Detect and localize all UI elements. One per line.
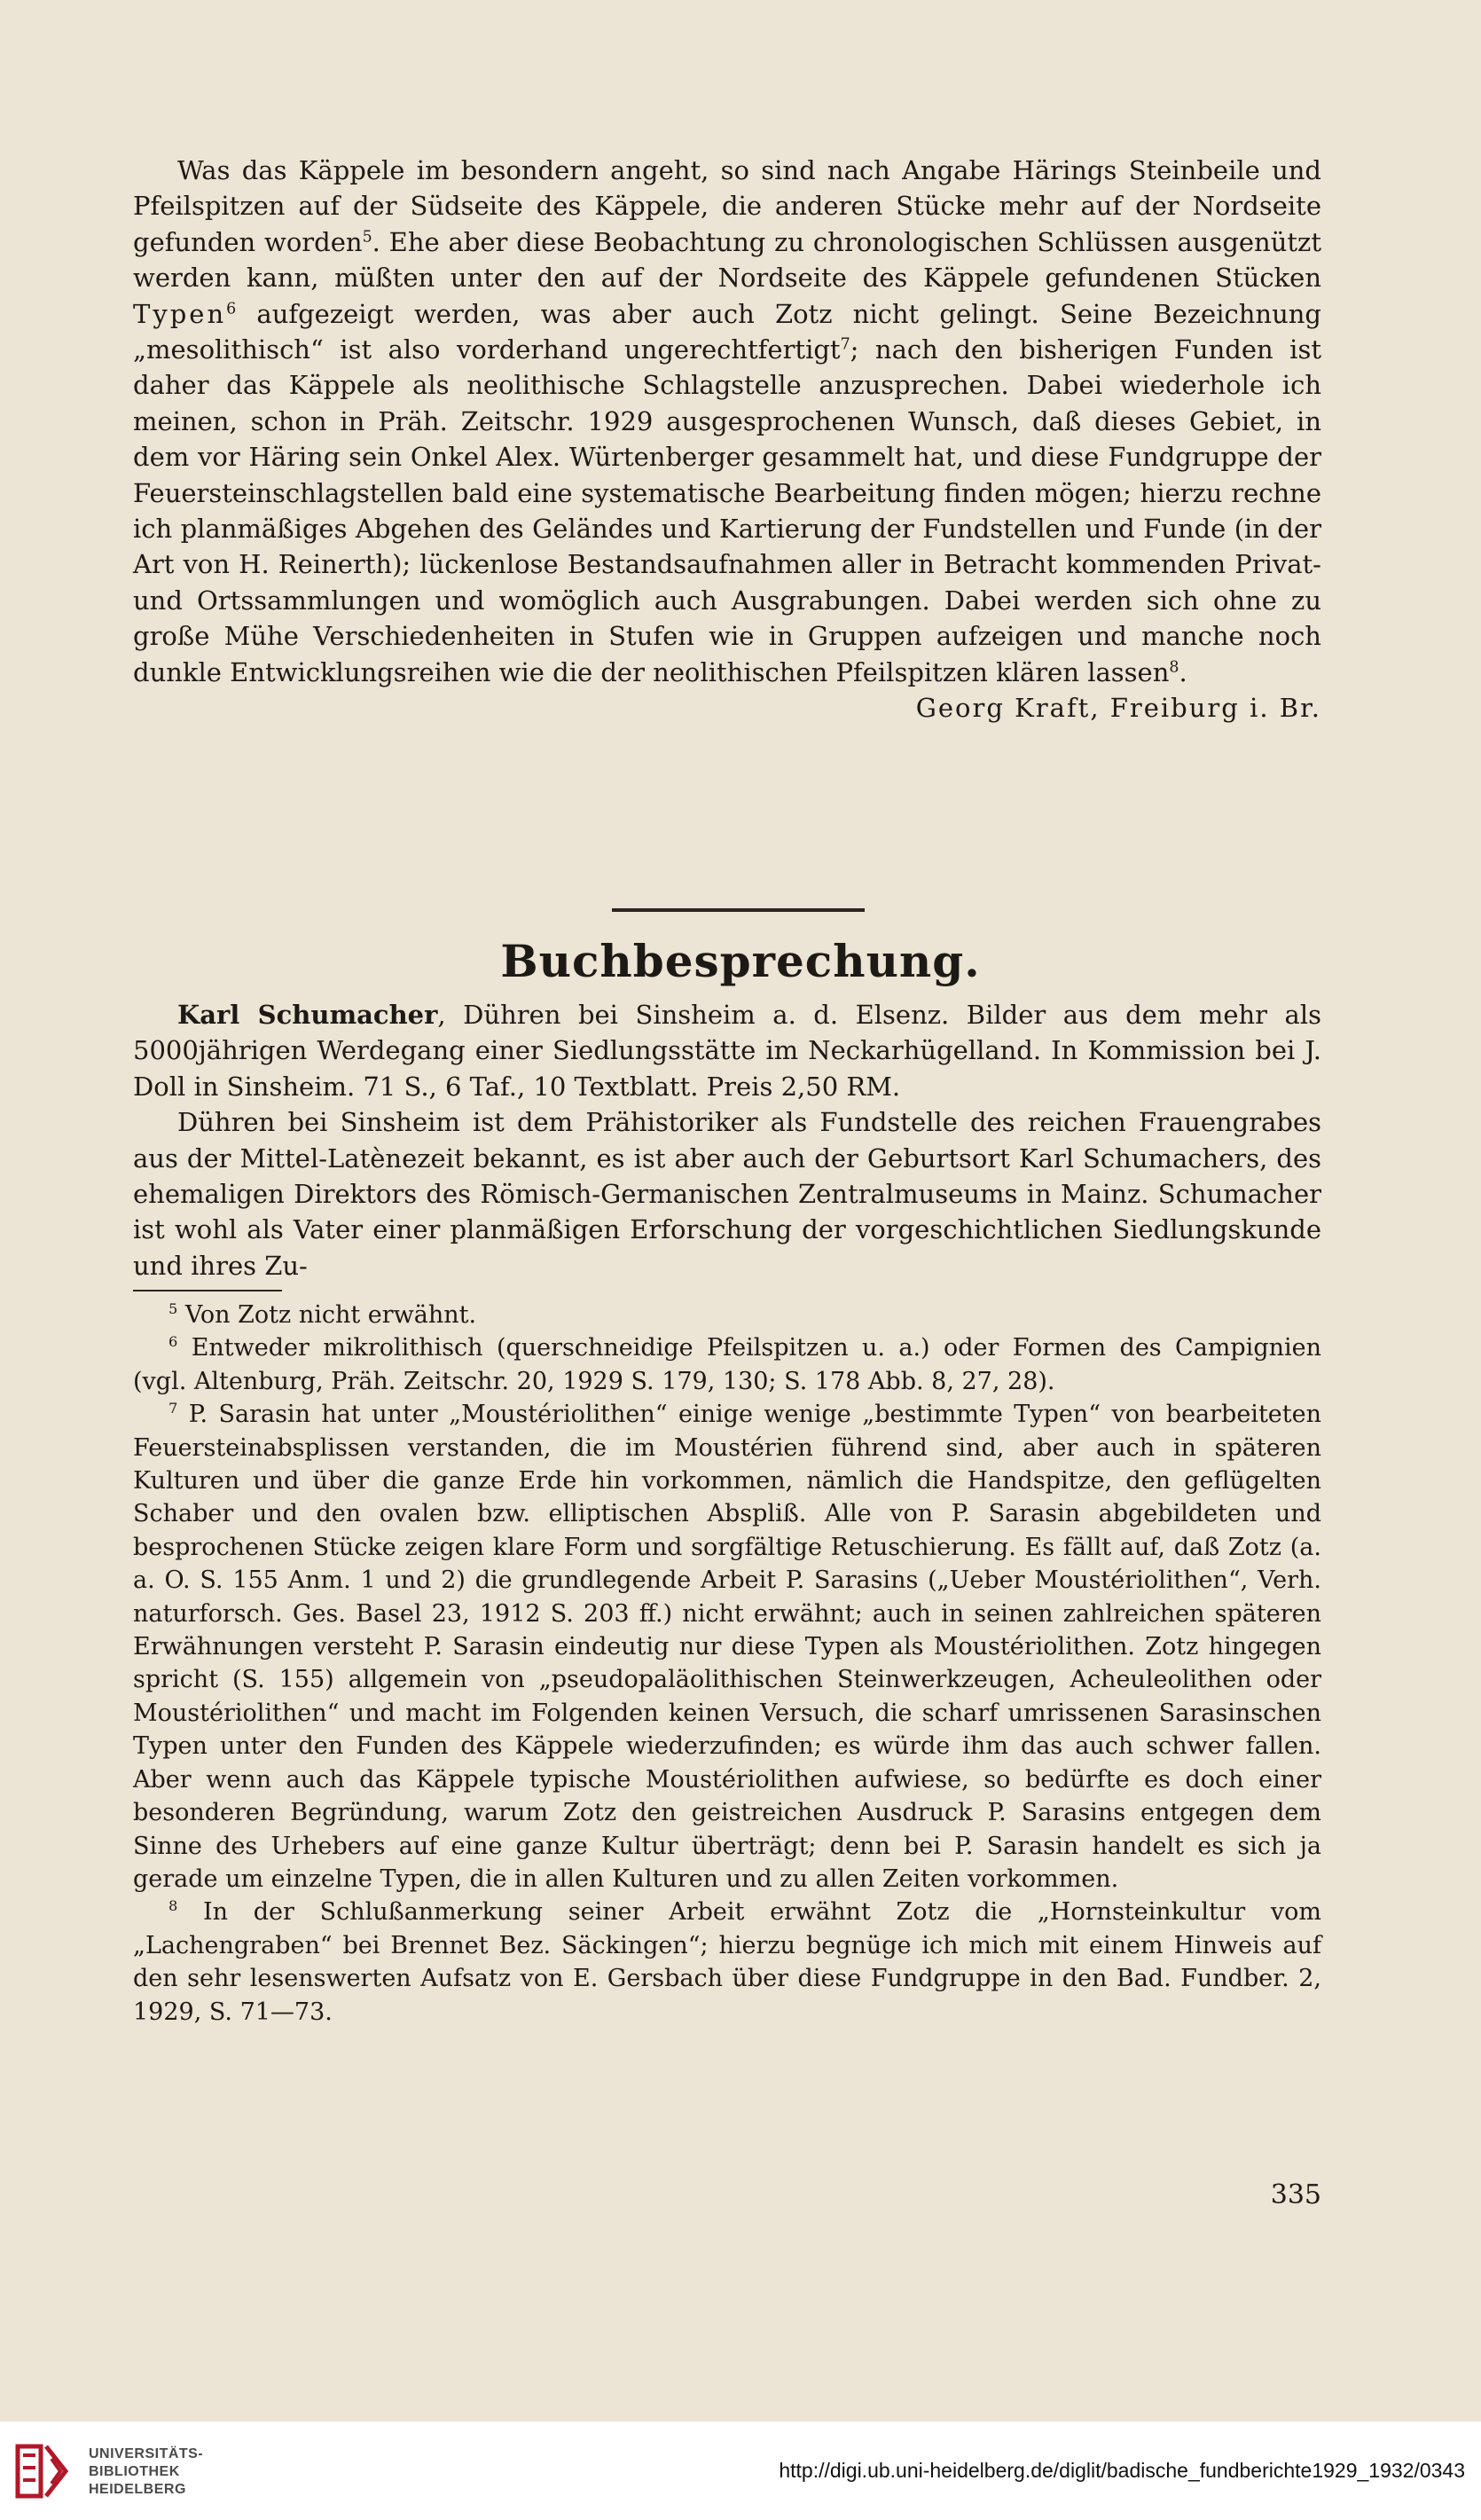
footnote: $^7$ P. Sarasin hat unter „Moustériolithen“ einige wenige „bestimmte Typen“ von bearbeiteten Feuersteinabsplissen verstanden, die im Moustérien führend sind, aber auch in späteren Kulturen und über die ganze Erde hin vorkommen, nämlich die Handspitze, den geflügelten Schaber und den ovalen bzw. elliptischen Abspliß. Alle von P. Sarasin abgebildeten und besprochenen Stücke zeigen klare Form und sorgfältige Retuschierung. Es fällt auf, daß Zotz (a. a. O. S. 155 Anm. 1 und 2) die grundlegende Arbeit P. Sarasins („Ueber Moustériolithen“, Verh. naturforsch. Ges. Basel 23, 1912 S. 203 ff.) nicht erwähnt; auch in seinen zahlreichen späteren Erwähnungen versteht P. Sarasin eindeutig nur diese Typen als Moustériolithen. Zotz hingegen spricht (S. 155) allgemein von „pseudopaläolithischen Steinwerkzeugen, Acheuleolithen oder Moustériolithen“ und macht im Folgenden keinen Versuch, die scharf umrissenen Sarasinschen Typen unter den Funden des Käppele wiederzufinden; es würde ihm das auch schwer fallen. Aber wenn auch das Käppele typische Moustériolithen aufwiese, so bedürfte es doch einer besonderen Begründung, warum Zotz den geistreichen Ausdruck P. Sarasins entgegen dem Sinne des Urhebers auf eine ganze Kultur überträgt; denn bei P. Sarasin handelt es sich ja gerade um einzelne Typen, die in allen Kulturen und zu allen Zeiten vorkommen. — [133, 1400, 1321, 1893]
source-url-link[interactable]: http://digi.ub.uni-heidelberg.de/diglit/badische_fundberichte1929_1932/0343 — [779, 2459, 1465, 2482]
section-heading: Buchbesprechung. — [500, 935, 981, 987]
digitization-footer — [0, 2422, 1481, 2520]
paragraph: Was das Käppele im besondern angeht, so sind nach Angabe Härings Steinbeile und Pfeilspitzen auf der Südseite des Käppele, die anderen Stücke mehr auf der Nordseite gefunden worden$^5$. Ehe aber diese Beobachtung zu chronologischen Schlüssen ausgenützt werden kann, müßten unter den auf der Nordseite des Käppele gefundenen Stücken Typen$^6$ aufgezeigt werden, was aber auch Zotz nicht gelingt. Seine Bezeichnung „mesolithisch“ ist also vorderhand ungerechtfertigt$^7$; nach den bisherigen Funden ist daher das Käppele als neolithische Schlagstelle anzusprechen. Dabei wiederhole ich meinen, schon in Präh. Zeitschr. 1929 ausgesprochenen Wunsch, daß dieses Gebiet, in dem vor Häring sein Onkel Alex. Würtenberger gesammelt hat, und diese Fundgruppe der Feuersteinschlagstellen bald eine systematische Bearbeitung finden mögen; hierzu rechne ich planmäßiges Abgehen des Geländes und Kartierung der Fundstellen und Funde (in der Art von H. Reinerth); lückenlose Bestandsaufnahmen aller in Betracht kommenden Privat- und Ortssammlungen und womöglich auch Ausgrabungen. Dabei werden sich ohne zu große Mühe Verschiedenheiten in Stufen wie in Gruppen aufzeigen und manche noch dunkle Entwicklungsreihen wie die der neolithischen Pfeilspitzen klären lassen$^8$. — [133, 155, 1321, 687]
review-author: Karl Schumacher — [177, 1000, 438, 1030]
page-number: 335 — [1270, 2179, 1321, 2210]
section-divider — [612, 908, 865, 912]
footnote-divider — [133, 1290, 282, 1291]
footnote: $^6$ Entweder mikrolithisch (querschneidige Pfeilspitzen u. a.) oder Formen des Campignien (vgl. Altenburg, Präh. Zeitschr. 20, 1929 S. 179, 130; S. 178 Abb. 8, 27, 28). — [133, 1333, 1321, 1395]
footnote-ref: 7 — [840, 335, 850, 354]
footnote-ref: 8 — [1169, 658, 1179, 677]
book-review — [133, 997, 1321, 1284]
footnote-ref: 5 — [362, 228, 372, 247]
footnotes — [133, 1299, 1321, 2029]
review-citation: Karl Schumacher, Dühren bei Sinsheim a. d. Elsenz. Bilder aus dem mehr als 5000jährigen Werdegang einer Siedlungsstätte im Neckarhügelland. In Kommission bei J. Doll in Sinsheim. 71 S., 6 Taf., 10 Textblatt. Preis 2,50 RM. — [133, 1000, 1321, 1102]
footnote: $^8$ In der Schlußanmerkung seiner Arbeit erwähnt Zotz die „Hornsteinkultur vom „Lachengraben“ bei Brennet Bez. Säckingen“; hierzu begnüge ich mich mit einem Hinweis auf den sehr lesenswerten Aufsatz von E. Gersbach über diese Fundgruppe in den Bad. Fundber. 2, 1929, S. 71—73. — [133, 1897, 1321, 2026]
library-name: UNIVERSITÄTS- BIBLIOTHEK HEIDELBERG — [89, 2446, 204, 2497]
main-text — [133, 153, 1321, 726]
footnote: $^5$ Von Zotz nicht erwähnt. — [168, 1300, 477, 1329]
review-body: Dühren bei Sinsheim ist dem Prähistoriker als Fundstelle des reichen Frauengrabes aus der Mittel-Latènezeit bekannt, es ist aber auch der Geburtsort Karl Schumachers, des ehemaligen Direktors des Römisch-Germanischen Zentralmuseums in Mainz. Schumacher ist wohl als Vater einer planmäßigen Erforschung der vorgeschichtlichen Siedlungskunde und ihres Zu- — [133, 1107, 1321, 1281]
author-signature: Georg Kraft, Freiburg i. Br. — [915, 693, 1321, 724]
footnote-ref: 6 — [226, 299, 237, 318]
heidelberg-library-logo-icon — [14, 2441, 71, 2501]
